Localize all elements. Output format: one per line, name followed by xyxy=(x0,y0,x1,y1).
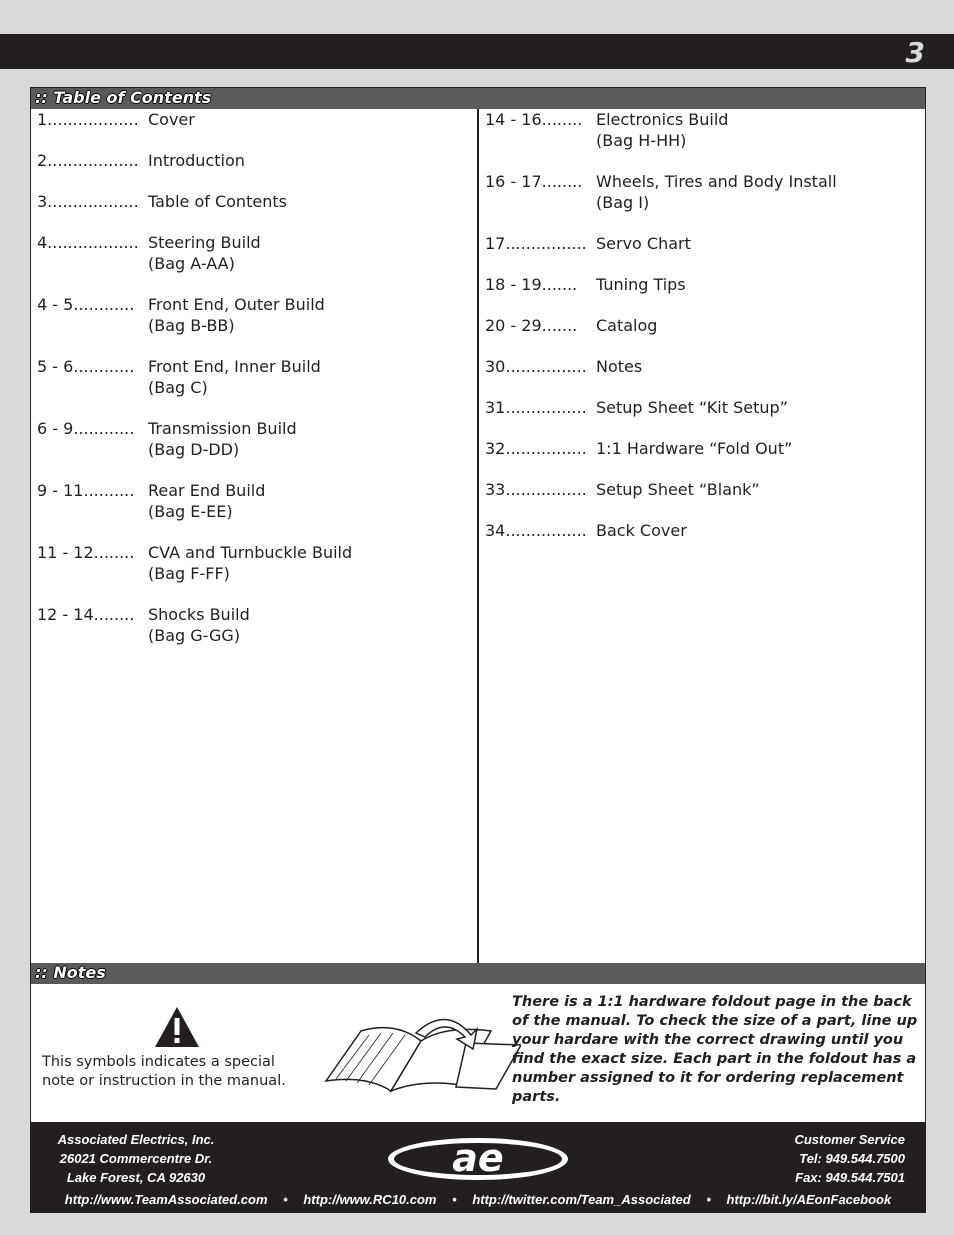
warning-icon xyxy=(153,1005,201,1049)
toc-title: Setup Sheet “Blank” xyxy=(596,480,760,499)
toc-entry xyxy=(485,171,837,212)
link-separator: • xyxy=(283,1192,288,1207)
toc-entry xyxy=(37,150,245,171)
toc-title: Back Cover xyxy=(596,521,687,540)
toc-page-range: 3.................. xyxy=(37,192,139,211)
service-tel: Tel: 949.544.7500 xyxy=(799,1151,905,1166)
header-bar xyxy=(0,34,954,69)
toc-entry xyxy=(485,315,658,336)
toc-entry xyxy=(485,479,760,500)
toc-title: Introduction xyxy=(148,151,245,170)
toc-bag: (Bag A-AA) xyxy=(148,254,235,273)
toc-page-range: 4 - 5............ xyxy=(37,295,135,314)
toc-entry xyxy=(37,191,287,212)
toc-bag: (Bag E-EE) xyxy=(148,502,233,521)
toc-title: Setup Sheet “Kit Setup” xyxy=(596,398,788,417)
toc-entry xyxy=(37,542,353,583)
toc-page-range: 33................ xyxy=(485,480,587,499)
toc-entry xyxy=(485,356,643,377)
toc-title: Servo Chart xyxy=(596,234,691,253)
toc-page-range: 6 - 9............ xyxy=(37,419,135,438)
toc-title: Notes xyxy=(596,357,643,376)
link-separator: • xyxy=(452,1192,457,1207)
company-address xyxy=(51,1130,221,1187)
toc-entry xyxy=(485,109,729,150)
toc-title: Wheels, Tires and Body Install xyxy=(596,172,837,191)
toc-entry xyxy=(37,294,325,335)
toc-title: Cover xyxy=(148,110,195,129)
toc-page-range: 17................ xyxy=(485,234,587,253)
toc-entry xyxy=(485,274,686,295)
toc-title: Electronics Build xyxy=(596,110,729,129)
column-divider xyxy=(477,109,479,963)
toc-title: Table of Contents xyxy=(148,192,287,211)
toc-bag: (Bag G-GG) xyxy=(148,626,241,645)
top-band xyxy=(0,0,954,34)
link-teamassociated[interactable]: http://www.TeamAssociated.com xyxy=(64,1192,268,1207)
ae-logo xyxy=(386,1136,570,1182)
link-separator: • xyxy=(706,1192,711,1207)
toc-entry xyxy=(485,520,687,541)
toc-entry xyxy=(485,233,691,254)
footer-links xyxy=(31,1192,925,1207)
toc-title: Tuning Tips xyxy=(596,275,686,294)
toc-title: Rear End Build xyxy=(148,481,266,500)
toc-entry xyxy=(37,109,195,130)
notes-area xyxy=(31,985,925,1122)
toc-page-range: 4.................. xyxy=(37,233,139,252)
toc-entry xyxy=(37,604,250,645)
footer xyxy=(31,1122,925,1212)
toc-page-range: 18 - 19....... xyxy=(485,275,578,294)
foldout-book-icon xyxy=(321,1013,521,1093)
toc-page-range: 12 - 14........ xyxy=(37,605,135,624)
toc-bag: (Bag B-BB) xyxy=(148,316,235,335)
toc-bag: (Bag F-FF) xyxy=(148,564,230,583)
toc-bag: (Bag C) xyxy=(148,378,208,397)
toc-bag: (Bag I) xyxy=(596,193,650,212)
toc-page-range: 31................ xyxy=(485,398,587,417)
link-rc10[interactable]: http://www.RC10.com xyxy=(303,1192,437,1207)
link-facebook[interactable]: http://bit.ly/AEonFacebook xyxy=(726,1192,892,1207)
link-twitter[interactable]: http://twitter.com/Team_Associated xyxy=(472,1192,691,1207)
service-title: Customer Service xyxy=(794,1132,905,1147)
toc-entry xyxy=(37,356,321,397)
toc-title: Front End, Outer Build xyxy=(148,295,325,314)
toc-entry xyxy=(485,397,788,418)
company-city: Lake Forest, CA 92630 xyxy=(66,1170,206,1185)
toc-title: 1:1 Hardware “Fold Out” xyxy=(596,439,793,458)
company-street: 26021 Commercentre Dr. xyxy=(59,1151,213,1166)
warning-description: This symbols indicates a special note or instruction in the manual. xyxy=(42,1054,286,1089)
toc-page-range: 2.................. xyxy=(37,151,139,170)
toc-bag: (Bag D-DD) xyxy=(148,440,240,459)
notes-heading-bar xyxy=(31,963,925,984)
toc-title: Shocks Build xyxy=(148,605,250,624)
toc-title: Front End, Inner Build xyxy=(148,357,321,376)
toc-title: Transmission Build xyxy=(148,419,297,438)
toc-entry xyxy=(485,438,793,459)
toc-title: Steering Build xyxy=(148,233,261,252)
toc-page-range: 1.................. xyxy=(37,110,139,129)
toc-entry xyxy=(37,232,261,273)
company-name: Associated Electrics, Inc. xyxy=(57,1132,215,1147)
toc-page-range: 20 - 29....... xyxy=(485,316,578,335)
notes-heading: :: Notes xyxy=(35,963,106,982)
logo-text: ae xyxy=(452,1136,504,1180)
toc-heading-bar xyxy=(31,88,925,109)
toc-page-range: 14 - 16........ xyxy=(485,110,583,129)
toc-page-range: 30................ xyxy=(485,357,587,376)
toc-page-range: 32................ xyxy=(485,439,587,458)
foldout-note: There is a 1:1 hardware foldout page in the back of the manual. To check the size of a part, line up your hardare with the correct drawing until you find the exact size. Each part in the foldout has a number assigned to it for ordering replacement parts. xyxy=(512,994,918,1105)
toc-entry xyxy=(37,418,297,459)
toc-heading: :: Table of Contents xyxy=(35,88,212,107)
toc-page-range: 5 - 6............ xyxy=(37,357,135,376)
page-number: 3 xyxy=(905,36,926,69)
toc-page-range: 34................ xyxy=(485,521,587,540)
customer-service xyxy=(765,1130,905,1187)
toc-page-range: 9 - 11.......... xyxy=(37,481,135,500)
toc-entry xyxy=(37,480,266,521)
content-frame xyxy=(30,87,926,1213)
toc-page-range: 11 - 12........ xyxy=(37,543,135,562)
toc-bag: (Bag H-HH) xyxy=(596,131,687,150)
service-fax: Fax: 949.544.7501 xyxy=(795,1170,905,1185)
toc-page-range: 16 - 17........ xyxy=(485,172,583,191)
toc-title: CVA and Turnbuckle Build xyxy=(148,543,353,562)
toc-title: Catalog xyxy=(596,316,658,335)
